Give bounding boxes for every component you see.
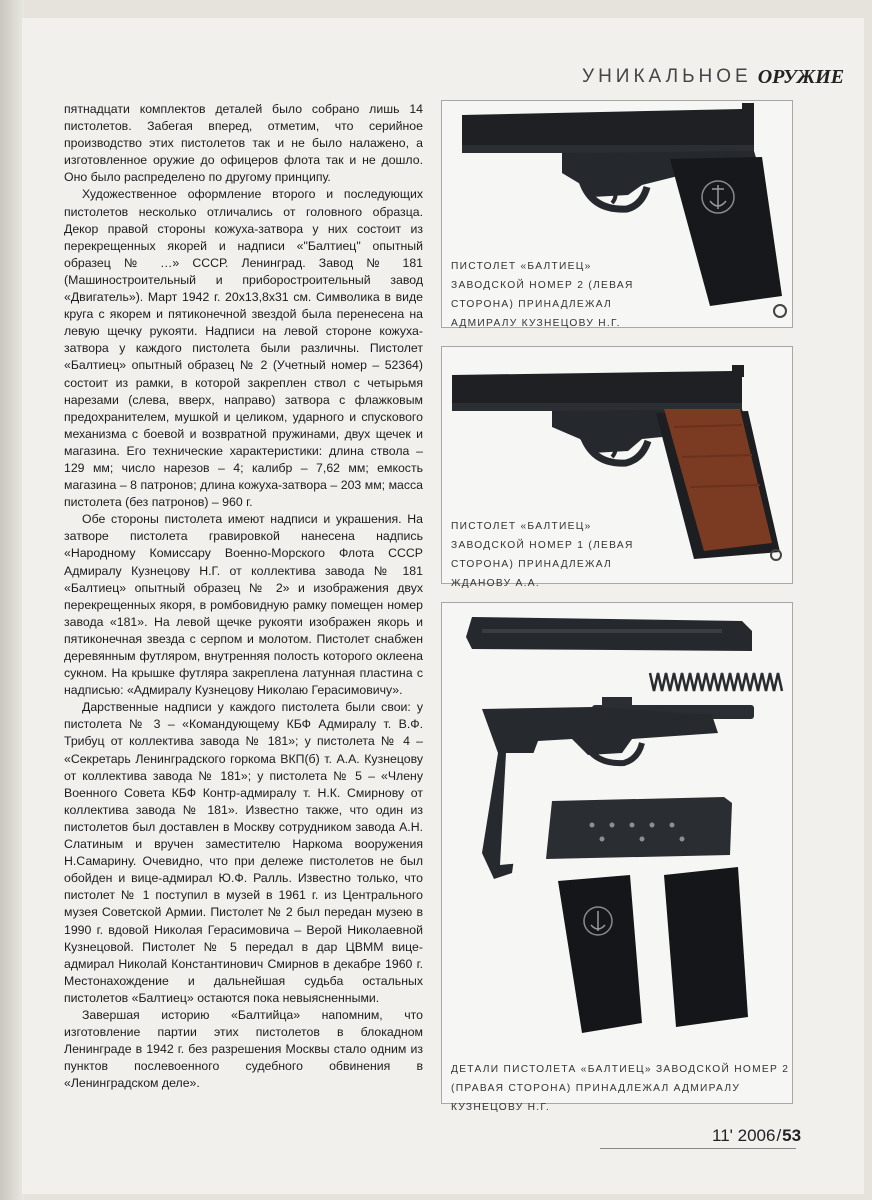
- page-footer: [712, 1126, 801, 1146]
- page-number: 53: [782, 1126, 802, 1145]
- footer-rule: [600, 1148, 796, 1149]
- page-spine: [0, 0, 24, 1200]
- article-text: [64, 101, 423, 1092]
- paragraph: пятнадцати комплектов деталей было собрано лишь 14 пистолетов. Забегая вперед, отметим, что серийное производство этих пистолетов так и не было налажено, а изготовленное оружие до офицеров флота так и не дошло. Оно было распределено по другому принципу.: [64, 102, 423, 185]
- figure-pistol-parts: [441, 602, 793, 1113]
- paragraph: Завершая историю «Балтийца» напомним, что изготовление партии этих пистолетов в блокадном Ленинграде в 1942 г. без разрешения Москвы стало одним из пунктов послевоенного судебного обвинения в «Ленинградском деле».: [64, 1007, 423, 1091]
- magazine-logo: ОРУЖИЕ: [757, 65, 845, 88]
- figure-caption: ПИСТОЛЕТ «БАЛТИЕЦ» ЗАВОДСКОЙ НОМЕР 2 (ЛЕВАЯ СТОРОНА) ПРИНАДЛЕЖАЛ АДМИРАЛУ КУЗНЕЦОВУ Н.Г.: [451, 261, 634, 329]
- figure-pistol-2-left: [441, 100, 793, 328]
- figure-caption: ДЕТАЛИ ПИСТОЛЕТА «БАЛТИЕЦ» ЗАВОДСКОЙ НОМЕР 2 (ПРАВАЯ СТОРОНА) ПРИНАДЛЕЖАЛ АДМИРАЛУ КУЗНЕЦОВУ Н.Г.: [451, 1064, 790, 1113]
- paragraph: Обе стороны пистолета имеют надписи и украшения. На затворе пистолета гравировкой нанесена надпись «Народному Комиссару Военно-Морского Флота СССР Адмиралу Кузнецову Н.Г. от коллектива завода № 181 «Балтиец» опытный образец № 2» и изображения двух перекрещенных якоря, в ромбовидную рамку помещен номер завода «181». На левой щечке рукояти изображен якорь и пятиконечная звезда с серпом и молотом. Пистолет снабжен деревянным футляром, внутренняя полость которого оклеена сукном. На крышке футляра закреплена латунная пластина с надписью: «Адмиралу Кузнецову Николаю Герасимовичу».: [64, 512, 423, 698]
- paragraph: Художественное оформление второго и последующих пистолетов несколько отличались от головного образца. Декор правой стороны кожуха-затвора у них состоит из перекрещенных якорей и надписи «"Балтиец" опытный образец № …» СССР. Ленинград. Завод № 181 (Машиностроительный и приборостроительный завод «Двигатель»). Март 1942 г. 20х13,8х31 см. Символика в виде круга с якорем и пятиконечной звездой была перенесена на левую щечку рукояти. Надписи на левой стороне кожуха-затвора у каждого пистолета были различны. Пистолет «Балтиец» опытный образец № 2 (Учетный номер – 52364) состоит из рамки, в которой закреплен ствол с четырьмя нарезами (слева, вверх, направо) затвора с флажковым предохранителем, мушкой и целиком, ударного и спускового механизма с боевой и возвратной пружинами, двух щечек и магазина. Его технические характеристики: длина ствола – 129 мм; число нарезов – 4; калибр – 7,62 мм; емкость магазина – 8 патронов; длина кожуха-затвора – 203 мм; масса пистолета (без патронов) – 960 г.: [64, 187, 423, 510]
- paragraph: Дарственные надписи у каждого пистолета были свои: у пистолета № 3 – «Командующему КБФ Адмиралу т. В.Ф. Трибуц от коллектива завода № 181»; у пистолета № 4 – «Секретарь Ленинградского горкома ВКП(б) т. А.А. Кузнецову от коллектива завода № 181»; у пистолета № 5 – «Члену Военного Совета КБФ Контр-адмиралу т. Н.К. Смирнову от коллектива завода № 181». Известно также, что один из пистолетов был доставлен в Москву сотрудником завода А.Н. Слатиным и вручен заместителю Наркома вооружения Н.Самарину. Очевидно, что при дележе пистолетов не был обойден и вице-адмирал Ю.Ф. Ралль. Известно только, что пистолет № 1 поступил в музей в 1961 г. из Центрального музея Советской Армии. Пистолет № 2 был передан музею в 1990 г. вдовой Николая Герасимовича – Верой Николаевной Кузнецовой. Пистолет № 5 передал в дар ЦВММ вице-адмирал Николай Константинович Смирнов в декабре 1960 г. Местонахождение и дальнейшая судьба остальных пистолетов «Балтиец» остаются пока невыясненными.: [64, 700, 423, 1005]
- issue-date: 11' 2006: [712, 1126, 776, 1145]
- section-title: УНИКАЛЬНОЕ: [582, 66, 752, 87]
- parts-illustration: [442, 603, 792, 1103]
- section-header: [582, 62, 845, 92]
- figure-caption: ПИСТОЛЕТ «БАЛТИЕЦ» ЗАВОДСКОЙ НОМЕР 1 (ЛЕВАЯ СТОРОНА) ПРИНАДЛЕЖАЛ ЖДАНОВУ А.А.: [451, 521, 634, 589]
- figure-pistol-1-left: [441, 346, 793, 589]
- footer-separator: /: [776, 1126, 782, 1145]
